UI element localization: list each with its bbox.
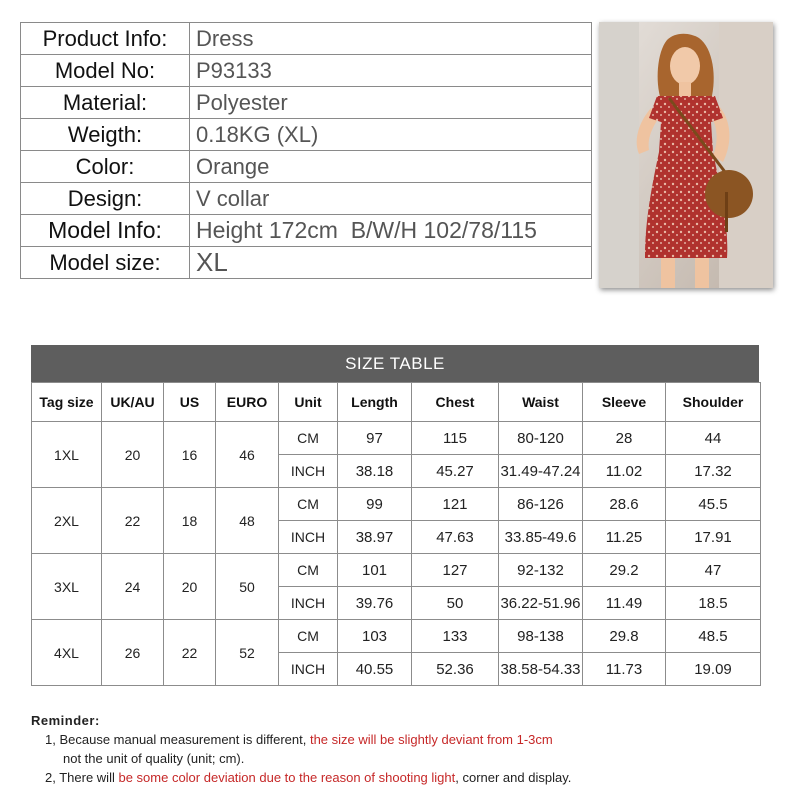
shoulder-cell: 19.09 <box>666 653 761 686</box>
info-value: Orange <box>190 151 592 183</box>
info-value: Height 172cm B/W/H 102/78/115 <box>190 215 592 247</box>
info-row-color <box>21 151 592 183</box>
info-label: Weigth: <box>21 119 190 151</box>
info-label: Material: <box>21 87 190 119</box>
waist-cell: 36.22-51.96 <box>499 587 583 620</box>
info-row-product <box>21 23 592 55</box>
info-row-design <box>21 183 592 215</box>
sleeve-cell: 11.73 <box>583 653 666 686</box>
reminder-title: Reminder: <box>31 713 100 728</box>
tag-size-cell: 4XL <box>32 620 102 686</box>
length-cell: 38.97 <box>338 521 412 554</box>
length-cell: 99 <box>338 488 412 521</box>
info-value: 0.18KG (XL) <box>190 119 592 151</box>
info-row-model-size <box>21 247 592 279</box>
info-label: Model Info: <box>21 215 190 247</box>
unit-cell: CM <box>279 554 338 587</box>
sleeve-cell: 28.6 <box>583 488 666 521</box>
info-value: XL <box>190 247 592 279</box>
sleeve-cell: 28 <box>583 422 666 455</box>
chest-cell: 133 <box>412 620 499 653</box>
waist-cell: 31.49-47.24 <box>499 455 583 488</box>
chest-cell: 121 <box>412 488 499 521</box>
reminder-text: 2, There will <box>45 770 119 785</box>
chest-cell: 47.63 <box>412 521 499 554</box>
shoulder-cell: 18.5 <box>666 587 761 620</box>
info-value: Polyester <box>190 87 592 119</box>
info-label: Color: <box>21 151 190 183</box>
sleeve-cell: 11.49 <box>583 587 666 620</box>
col-header: Length <box>338 383 412 422</box>
size-table-title: SIZE TABLE <box>31 345 759 382</box>
info-row-model-no <box>21 55 592 87</box>
shoulder-cell: 45.5 <box>666 488 761 521</box>
chest-cell: 115 <box>412 422 499 455</box>
col-header: Sleeve <box>583 383 666 422</box>
euro-size-cell: 52 <box>216 620 279 686</box>
col-header: Waist <box>499 383 583 422</box>
model-photo <box>599 22 773 288</box>
waist-cell: 86-126 <box>499 488 583 521</box>
reminder-highlight: the size will be slightly deviant from 1-3cm <box>309 732 553 747</box>
info-label: Model size: <box>21 247 190 279</box>
chest-cell: 45.27 <box>412 455 499 488</box>
info-label: Model No: <box>21 55 190 87</box>
table-row <box>32 554 761 587</box>
waist-cell: 92-132 <box>499 554 583 587</box>
sleeve-cell: 11.25 <box>583 521 666 554</box>
uk-size-cell: 26 <box>102 620 164 686</box>
chest-cell: 52.36 <box>412 653 499 686</box>
reminder-highlight: be some color deviation due to the reason of shooting light <box>118 770 456 785</box>
reminder-line-1 <box>31 730 771 749</box>
table-row <box>32 422 761 455</box>
euro-size-cell: 46 <box>216 422 279 488</box>
table-row <box>32 620 761 653</box>
tag-size-cell: 3XL <box>32 554 102 620</box>
chest-cell: 50 <box>412 587 499 620</box>
col-header: Shoulder <box>666 383 761 422</box>
col-header: UK/AU <box>102 383 164 422</box>
reminder-text: 1, Because manual measurement is different, <box>45 732 310 747</box>
waist-cell: 38.58-54.33 <box>499 653 583 686</box>
table-row <box>32 488 761 521</box>
info-value: Dress <box>190 23 592 55</box>
unit-cell: CM <box>279 620 338 653</box>
chest-cell: 127 <box>412 554 499 587</box>
info-label: Design: <box>21 183 190 215</box>
unit-cell: INCH <box>279 455 338 488</box>
reminder-text: , corner and display. <box>455 770 572 785</box>
us-size-cell: 20 <box>164 554 216 620</box>
info-row-weight <box>21 119 592 151</box>
col-header: Unit <box>279 383 338 422</box>
shoulder-cell: 47 <box>666 554 761 587</box>
shoulder-cell: 48.5 <box>666 620 761 653</box>
waist-cell: 98-138 <box>499 620 583 653</box>
uk-size-cell: 22 <box>102 488 164 554</box>
length-cell: 40.55 <box>338 653 412 686</box>
length-cell: 97 <box>338 422 412 455</box>
info-row-material <box>21 87 592 119</box>
unit-cell: INCH <box>279 521 338 554</box>
euro-size-cell: 50 <box>216 554 279 620</box>
us-size-cell: 18 <box>164 488 216 554</box>
sleeve-cell: 29.8 <box>583 620 666 653</box>
shoulder-cell: 17.32 <box>666 455 761 488</box>
info-row-model-info <box>21 215 592 247</box>
shoulder-cell: 17.91 <box>666 521 761 554</box>
col-header: EURO <box>216 383 279 422</box>
product-info-table <box>20 22 592 279</box>
sleeve-cell: 29.2 <box>583 554 666 587</box>
reminder-line-2 <box>31 768 771 787</box>
info-value: P93133 <box>190 55 592 87</box>
uk-size-cell: 20 <box>102 422 164 488</box>
tag-size-cell: 1XL <box>32 422 102 488</box>
unit-cell: CM <box>279 422 338 455</box>
col-header: Tag size <box>32 383 102 422</box>
size-table <box>31 382 761 686</box>
col-header: Chest <box>412 383 499 422</box>
uk-size-cell: 24 <box>102 554 164 620</box>
col-header: US <box>164 383 216 422</box>
shoulder-cell: 44 <box>666 422 761 455</box>
length-cell: 103 <box>338 620 412 653</box>
us-size-cell: 22 <box>164 620 216 686</box>
euro-size-cell: 48 <box>216 488 279 554</box>
waist-cell: 33.85-49.6 <box>499 521 583 554</box>
tag-size-cell: 2XL <box>32 488 102 554</box>
reminder-section <box>31 712 771 787</box>
sleeve-cell: 11.02 <box>583 455 666 488</box>
info-label: Product Info: <box>21 23 190 55</box>
unit-cell: INCH <box>279 587 338 620</box>
length-cell: 101 <box>338 554 412 587</box>
length-cell: 39.76 <box>338 587 412 620</box>
us-size-cell: 16 <box>164 422 216 488</box>
reminder-line-1-cont: not the unit of quality (unit; cm). <box>63 751 245 766</box>
length-cell: 38.18 <box>338 455 412 488</box>
unit-cell: CM <box>279 488 338 521</box>
info-value: V collar <box>190 183 592 215</box>
unit-cell: INCH <box>279 653 338 686</box>
waist-cell: 80-120 <box>499 422 583 455</box>
size-table-header-row <box>32 383 761 422</box>
